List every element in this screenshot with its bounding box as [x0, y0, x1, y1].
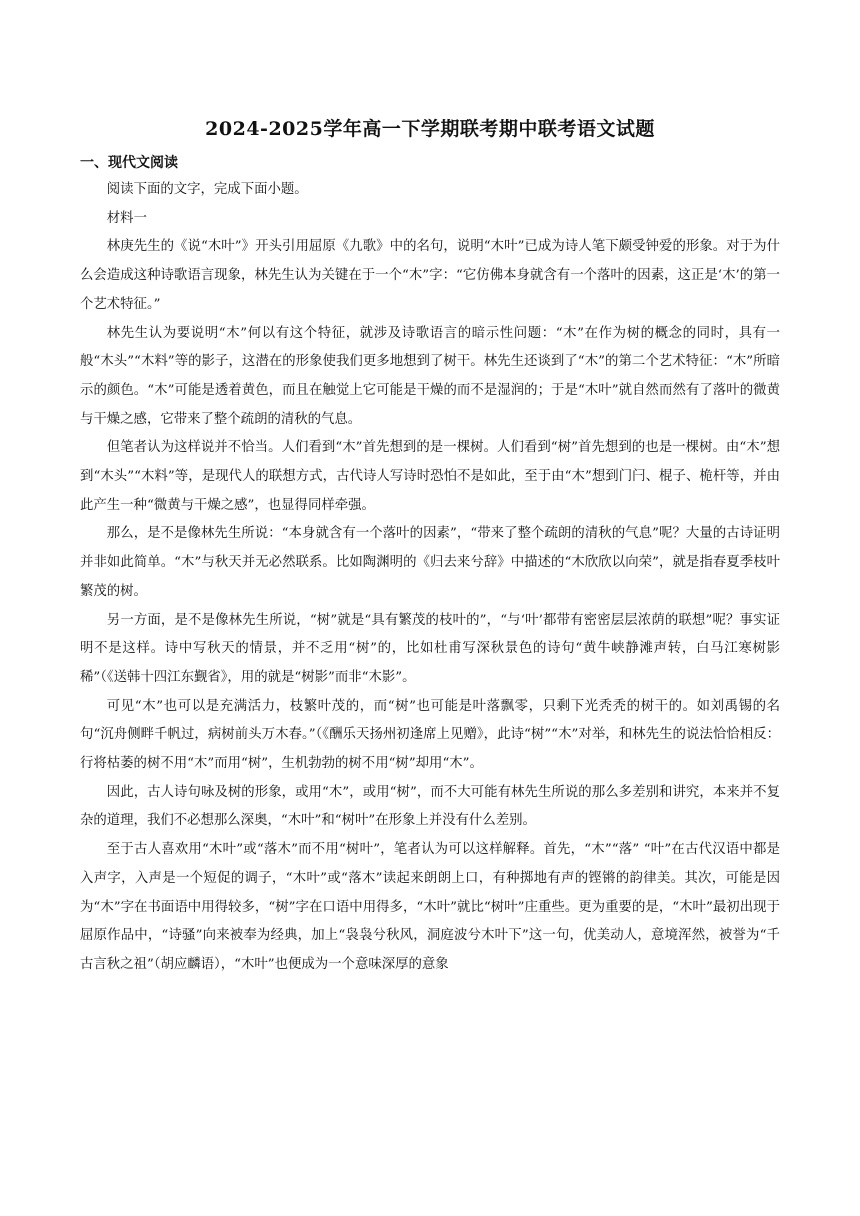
paragraph: 林庚先生的《说“木叶”》开头引用屈原《九歌》中的名句，说明“木叶”已成为诗人笔下颇受钟爱的形象。对于为什么会造成这种诗歌语言现象，林先生认为关键在于一个“木”字：“它仿佛本身就含有一个落叶的因素，这正是‘木’的第一个艺术特征。” — [80, 239, 780, 312]
paragraph: 因此，古人诗句咏及树的形象，或用“木”，或用“树”，而不大可能有林先生所说的那么多差别和讲究，本来并不复杂的道理，我们不必想那么深奥，“木叶”和“树叶”在形象上并没有什么差别。 — [80, 784, 780, 829]
document-title: 2024-2025学年高一下学期联考期中联考语文试题 — [205, 118, 655, 140]
paragraph: 林先生认为要说明“木”何以有这个特征，就涉及诗歌语言的暗示性问题：“木”在作为树的概念的同时，具有一般“木头”“木料”等的影子，这潜在的形象使我们更多地想到了树干。林先生还谈到了“木”的第二个艺术特征：“木”所暗示的颜色。“木”可能是透着黄色，而且在触觉上它可能是干燥的而不是湿润的；于是“木叶”就自然而然有了落叶的微黄与干燥之感，它带来了整个疏朗的清秋的气息。 — [80, 325, 780, 427]
reading-passage — [80, 176, 780, 980]
paragraph: 另一方面，是不是像林先生所说，“树”就是“具有繁茂的枝叶的”，“与‘叶’都带有密密层层浓荫的联想”呢？事实证明不是这样。诗中写秋天的情景，并不乏用“树”的，比如杜甫写深秋景色的诗句“黄牛峡静滩声转，白马江寒树影稀”（《送韩十四江东觐省》，用的就是“树影”而非“木影”。 — [80, 612, 780, 685]
paragraph: 但笔者认为这样说并不恰当。人们看到“木”首先想到的是一棵树。人们看到“树”首先想到的也是一棵树。由“木”想到“木头”“木料”等，是现代人的联想方式，古代诗人写诗时恐怕不是如此，至于由“木”想到门闩、棍子、桅杆等，并由此产生一种“微黄与干燥之感”，也显得同样牵强。 — [80, 440, 780, 513]
paragraph: 至于古人喜欢用“木叶”或“落木”而不用“树叶”，笔者认为可以这样解释。首先，“木”“落” “叶”在古代汉语中都是入声字，入声是一个短促的调子，“木叶”或“落木”读起来朗朗上口，有种掷地有声的铿锵的韵律美。其次，可能是因为“木”字在书面语中用得较多，“树”字在口语中用得多，“木叶”就比“树叶”庄重些。更为重要的是，“木叶”最初出现于屈原作品中，“诗骚”向来被奉为经典，加上“袅袅兮秋风，洞庭波兮木叶下”这一句，优美动人，意境浑然，被誉为“千古言秋之祖”（胡应麟语），“木叶”也便成为一个意味深厚的意象 — [80, 842, 780, 972]
section-heading: 一、现代文阅读 — [80, 155, 178, 171]
paragraph: 那么，是不是像林先生所说：“本身就含有一个落叶的因素”，“带来了整个疏朗的清秋的气息”呢？大量的古诗证明并非如此简单。“木”与秋天并无必然联系。比如陶渊明的《归去来兮辞》中描述的“木欣欣以向荣”，就是指春夏季枝叶繁茂的树。 — [80, 526, 780, 599]
instruction-text: 阅读下面的文字，完成下面小题。 — [106, 182, 308, 197]
paragraph: 可见“木”也可以是充满活力，枝繁叶茂的，而“树”也可能是叶落飘零，只剩下光秃秃的树干的。如刘禹锡的名句“沉舟侧畔千帆过，病树前头万木春。”（《酬乐天扬州初逢席上见赠》，此诗“树”“木”对举，和林先生的说法恰恰相反：行将枯萎的树不用“木”而用“树”，生机勃勃的树不用“树”却用“木”。 — [80, 698, 780, 772]
material-label: 材料一 — [106, 210, 147, 226]
